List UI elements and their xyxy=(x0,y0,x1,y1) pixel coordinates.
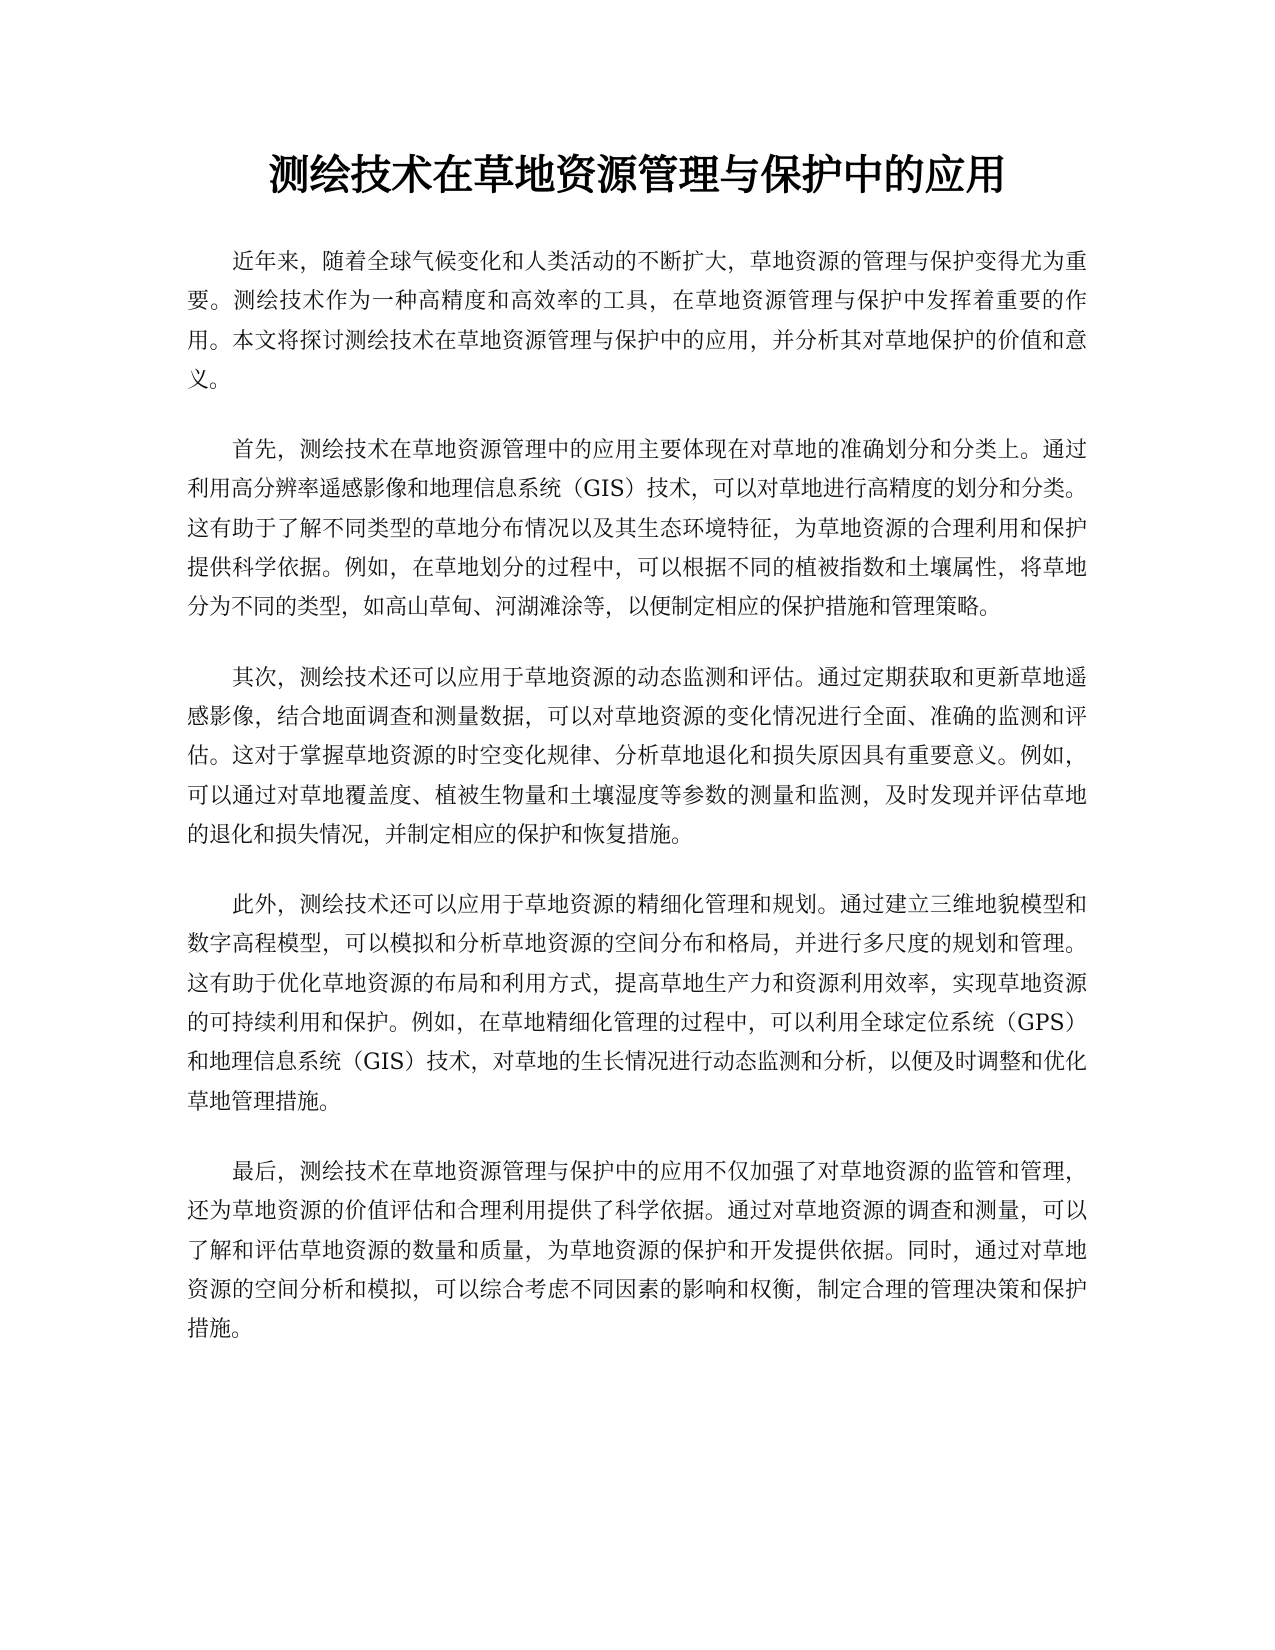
paragraph-classification: 首先，测绘技术在草地资源管理中的应用主要体现在对草地的准确划分和分类上。通过利用高分辨率遥感影像和地理信息系统（GIS）技术，可以对草地进行高精度的划分和分类。这有助于了解不同类型的草地分布情况以及其生态环境特征，为草地资源的合理利用和保护提供科学依据。例如，在草地划分的过程中，可以根据不同的植被指数和土壤属性，将草地分为不同的类型，如高山草甸、河湖滩涂等，以便制定相应的保护措施和管理策略。 xyxy=(187,438,1087,621)
document-title: 测绘技术在草地资源管理与保护中的应用 xyxy=(268,151,1007,199)
paragraph-planning: 此外，测绘技术还可以应用于草地资源的精细化管理和规划。通过建立三维地貌模型和数字高程模型，可以模拟和分析草地资源的空间分布和格局，并进行多尺度的规划和管理。这有助于优化草地资源的布局和利用方式，提高草地生产力和资源利用效率，实现草地资源的可持续利用和保护。例如，在草地精细化管理的过程中，可以利用全球定位系统（GPS）和地理信息系统（GIS）技术，对草地的生长情况进行动态监测和分析，以便及时调整和优化草地管理措施。 xyxy=(187,893,1087,1115)
document-body xyxy=(187,243,1087,1380)
paragraph-conclusion: 最后，测绘技术在草地资源管理与保护中的应用不仅加强了对草地资源的监管和管理，还为草地资源的价值评估和合理利用提供了科学依据。通过对草地资源的调查和测量，可以了解和评估草地资源的数量和质量，为草地资源的保护和开发提供依据。同时，通过对草地资源的空间分析和模拟，可以综合考虑不同因素的影响和权衡，制定合理的管理决策和保护措施。 xyxy=(187,1159,1087,1343)
paragraph-intro: 近年来，随着全球气候变化和人类活动的不断扩大，草地资源的管理与保护变得尤为重要。测绘技术作为一种高精度和高效率的工具，在草地资源管理与保护中发挥着重要的作用。本文将探讨测绘技术在草地资源管理与保护中的应用，并分析其对草地保护的价值和意义。 xyxy=(187,250,1087,393)
paragraph-monitoring: 其次，测绘技术还可以应用于草地资源的动态监测和评估。通过定期获取和更新草地遥感影像，结合地面调查和测量数据，可以对草地资源的变化情况进行全面、准确的监测和评估。这对于掌握草地资源的时空变化规律、分析草地退化和损失原因具有重要意义。例如，可以通过对草地覆盖度、植被生物量和土壤湿度等参数的测量和监测，及时发现并评估草地的退化和损失情况，并制定相应的保护和恢复措施。 xyxy=(187,665,1087,848)
